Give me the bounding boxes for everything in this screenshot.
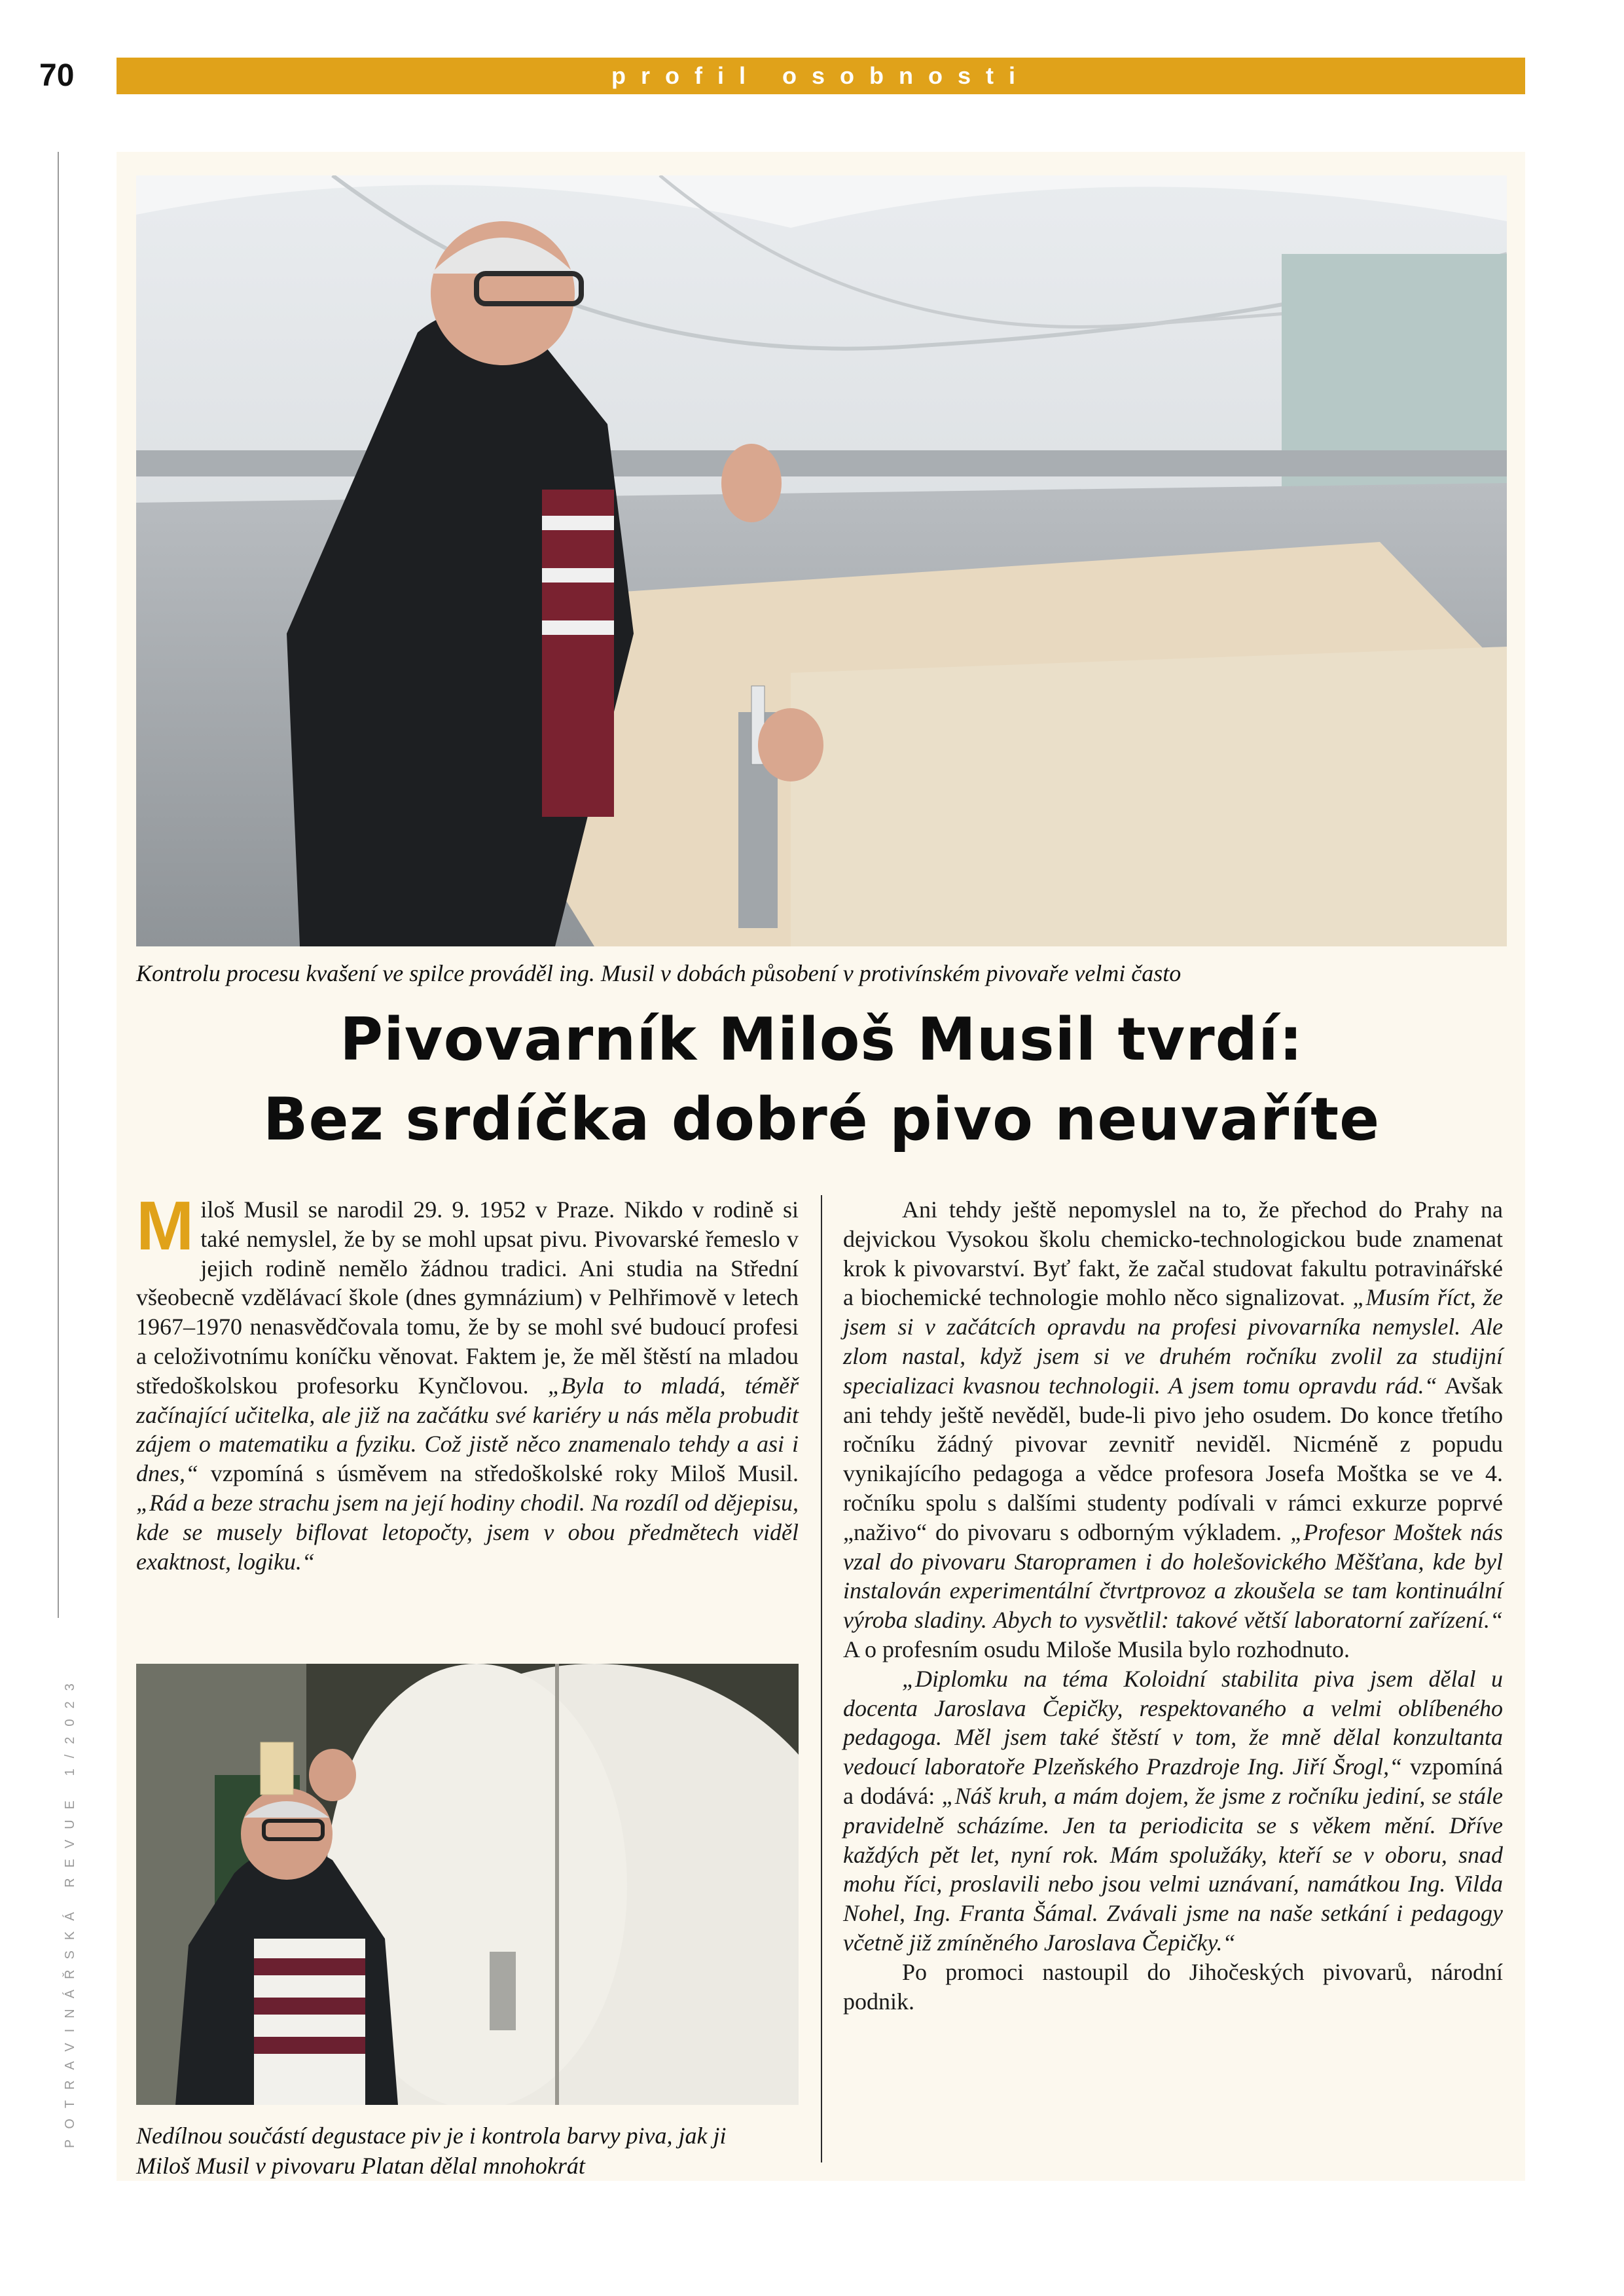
right-paragraph-2	[843, 1664, 1503, 1958]
section-title: profil osobnosti	[611, 62, 1030, 89]
fermentation-cellar-illustration	[136, 175, 1507, 946]
right-paragraph-1	[843, 1195, 1503, 1664]
headline-line-2: Bez srdíčka dobré pivo neuvaříte	[262, 1085, 1380, 1154]
left-quote-a: „Byla to mladá, téměř začínající učitelka, ale již na začátku své kariéry u nás měla probudit zájem o matematiku a fyziku. Což jistě něco znamenalo tehdy a asi i dnes,“	[136, 1372, 799, 1487]
top-photo-fermentation-cellar	[136, 175, 1507, 946]
left-text-column	[136, 1187, 799, 1576]
bottom-caption-line-1: Nedílnou součástí degustace piv je i kontrola barvy piva, jak ji	[136, 2123, 727, 2149]
column-divider	[821, 1195, 822, 2162]
beer-tasting-illustration	[136, 1664, 799, 2105]
right-quote-c: „Diplomku na téma Koloidní stabilita piva jsem dělal u docenta Jaroslava Čepičky, respektovaného a velmi oblíbeného pedagoga. Měl jsem také štěstí v tom, že mně dělal konzultanta vedoucí laboratoře Plzeňského Prazdroje Ing. Jiří Šrogl,“	[843, 1665, 1503, 1780]
right-text-a: Ani tehdy ještě nepomyslel na to, že přechod do Prahy na dejvickou Vysokou školu chemicko-technologickou bude znamenat krok k pivovarství. Byť fakt, že začal studovat fakultu potravinářské a biochemické technologie mohlo něco signalizovat.	[843, 1196, 1503, 1311]
right-quote-b: „Profesor Moštek nás vzal do pivovaru Staropramen i do holešovického Měšťana, kde byl instalován experimentální čtvrtprovoz a zkoušela se tam kontinuální výroba sladiny. Abych to vysvětlil: takové větší laboratorní zařízení.“	[843, 1518, 1503, 1634]
right-text-d: vzpomíná a dodává:	[843, 1753, 1503, 1809]
section-header-bar	[117, 58, 1525, 94]
right-quote-a: „Musím říct, že jsem si v začátcích opravdu na profesi pivovarníka nemyslel. Ale zlom nastal, když jsem si ve druhém ročníku zvolil za studijní specializaci kvasnou technologii. A jsem tomu opravdu rád.“	[843, 1284, 1503, 1399]
bottom-photo-caption	[136, 2121, 799, 2181]
left-paragraph-1	[136, 1187, 799, 1576]
side-rule	[58, 152, 59, 1618]
bottom-photo-beer-tasting	[136, 1664, 799, 2105]
article-headline	[136, 1000, 1507, 1160]
bottom-caption-line-2: Miloš Musil v pivovaru Platan dělal mnohokrát	[136, 2153, 585, 2179]
right-paragraph-3: Po promoci nastoupil do Jihočeských pivovarů, národní podnik.	[843, 1958, 1503, 2015]
left-quote-b: „Rád a beze strachu jsem na její hodiny chodil. Na rozdíl od dějepisu, kde se musely biflovat letopočty, jsem v obou předmětech viděl exaktnost, logiku.“	[136, 1489, 799, 1575]
drop-cap: M	[136, 1187, 194, 1265]
left-text-b: vzpomíná s úsměvem na středoškolské roky Miloš Musil.	[198, 1460, 799, 1487]
right-text-column	[843, 1195, 1503, 2016]
right-text-c: A o profesním osudu Miloše Musila bylo rozhodnuto.	[843, 1636, 1350, 1662]
right-quote-d: „Náš kruh, a mám dojem, že jsme z ročníku jediní, se stále pravidelně scházíme. Jen ta periodicita se s věkem mění. Dříve každých pět let, nyní rok. Mám spolužáky, kteří se v oboru, snad mohu říci, proslavili nebo jsou velmi uznávaní, namátkou Ing. Vilda Nohel, Ing. Franta Šámal. Zvávali jsme na naše setkání i pedagogy včetně již zmíněného Jaroslava Čepičky.“	[843, 1782, 1503, 1956]
right-text-b: Avšak ani tehdy ještě nevěděl, bude-li pivo jeho osudem. Do konce třetího ročníku žádný pivovar zevnitř neviděl. Nicméně z popudu vynikajícího pedagoga a vědce profesora Josefa Moštka se ve 4. ročníku spolu s dalšími studenty podívali v rámci exkurze poprvé „naživo“ do pivovaru s odborným výkladem.	[843, 1372, 1504, 1545]
journal-sidebar-label: POTRAVINÁŘSKÁ REVUE 1/2023	[63, 1673, 77, 2148]
page-number: 70	[39, 58, 75, 93]
left-text-a: iloš Musil se narodil 29. 9. 1952 v Praze. Nikdo v rodině si také nemyslel, že by se mohl upsat pivu. Pivovarské řemeslo v jejich rodině nemělo žádnou tradici. Ani studia na Střední všeobecně vzdělávací škole (dnes gymnázium) v Pelhřimově v letech 1967–1970 nenasvědčovala tomu, že by se mohl své budoucí profesi a celoživotnímu koníčku věnovat. Faktem je, že měl štěstí na mladou středoškolskou profesorku Kynčlovou.	[136, 1196, 799, 1399]
top-photo-caption: Kontrolu procesu kvašení ve spilce prováděl ing. Musil v dobách působení v protivínském pivovaře velmi často	[136, 960, 1182, 986]
headline-line-1: Pivovarník Miloš Musil tvrdí:	[340, 1005, 1303, 1074]
